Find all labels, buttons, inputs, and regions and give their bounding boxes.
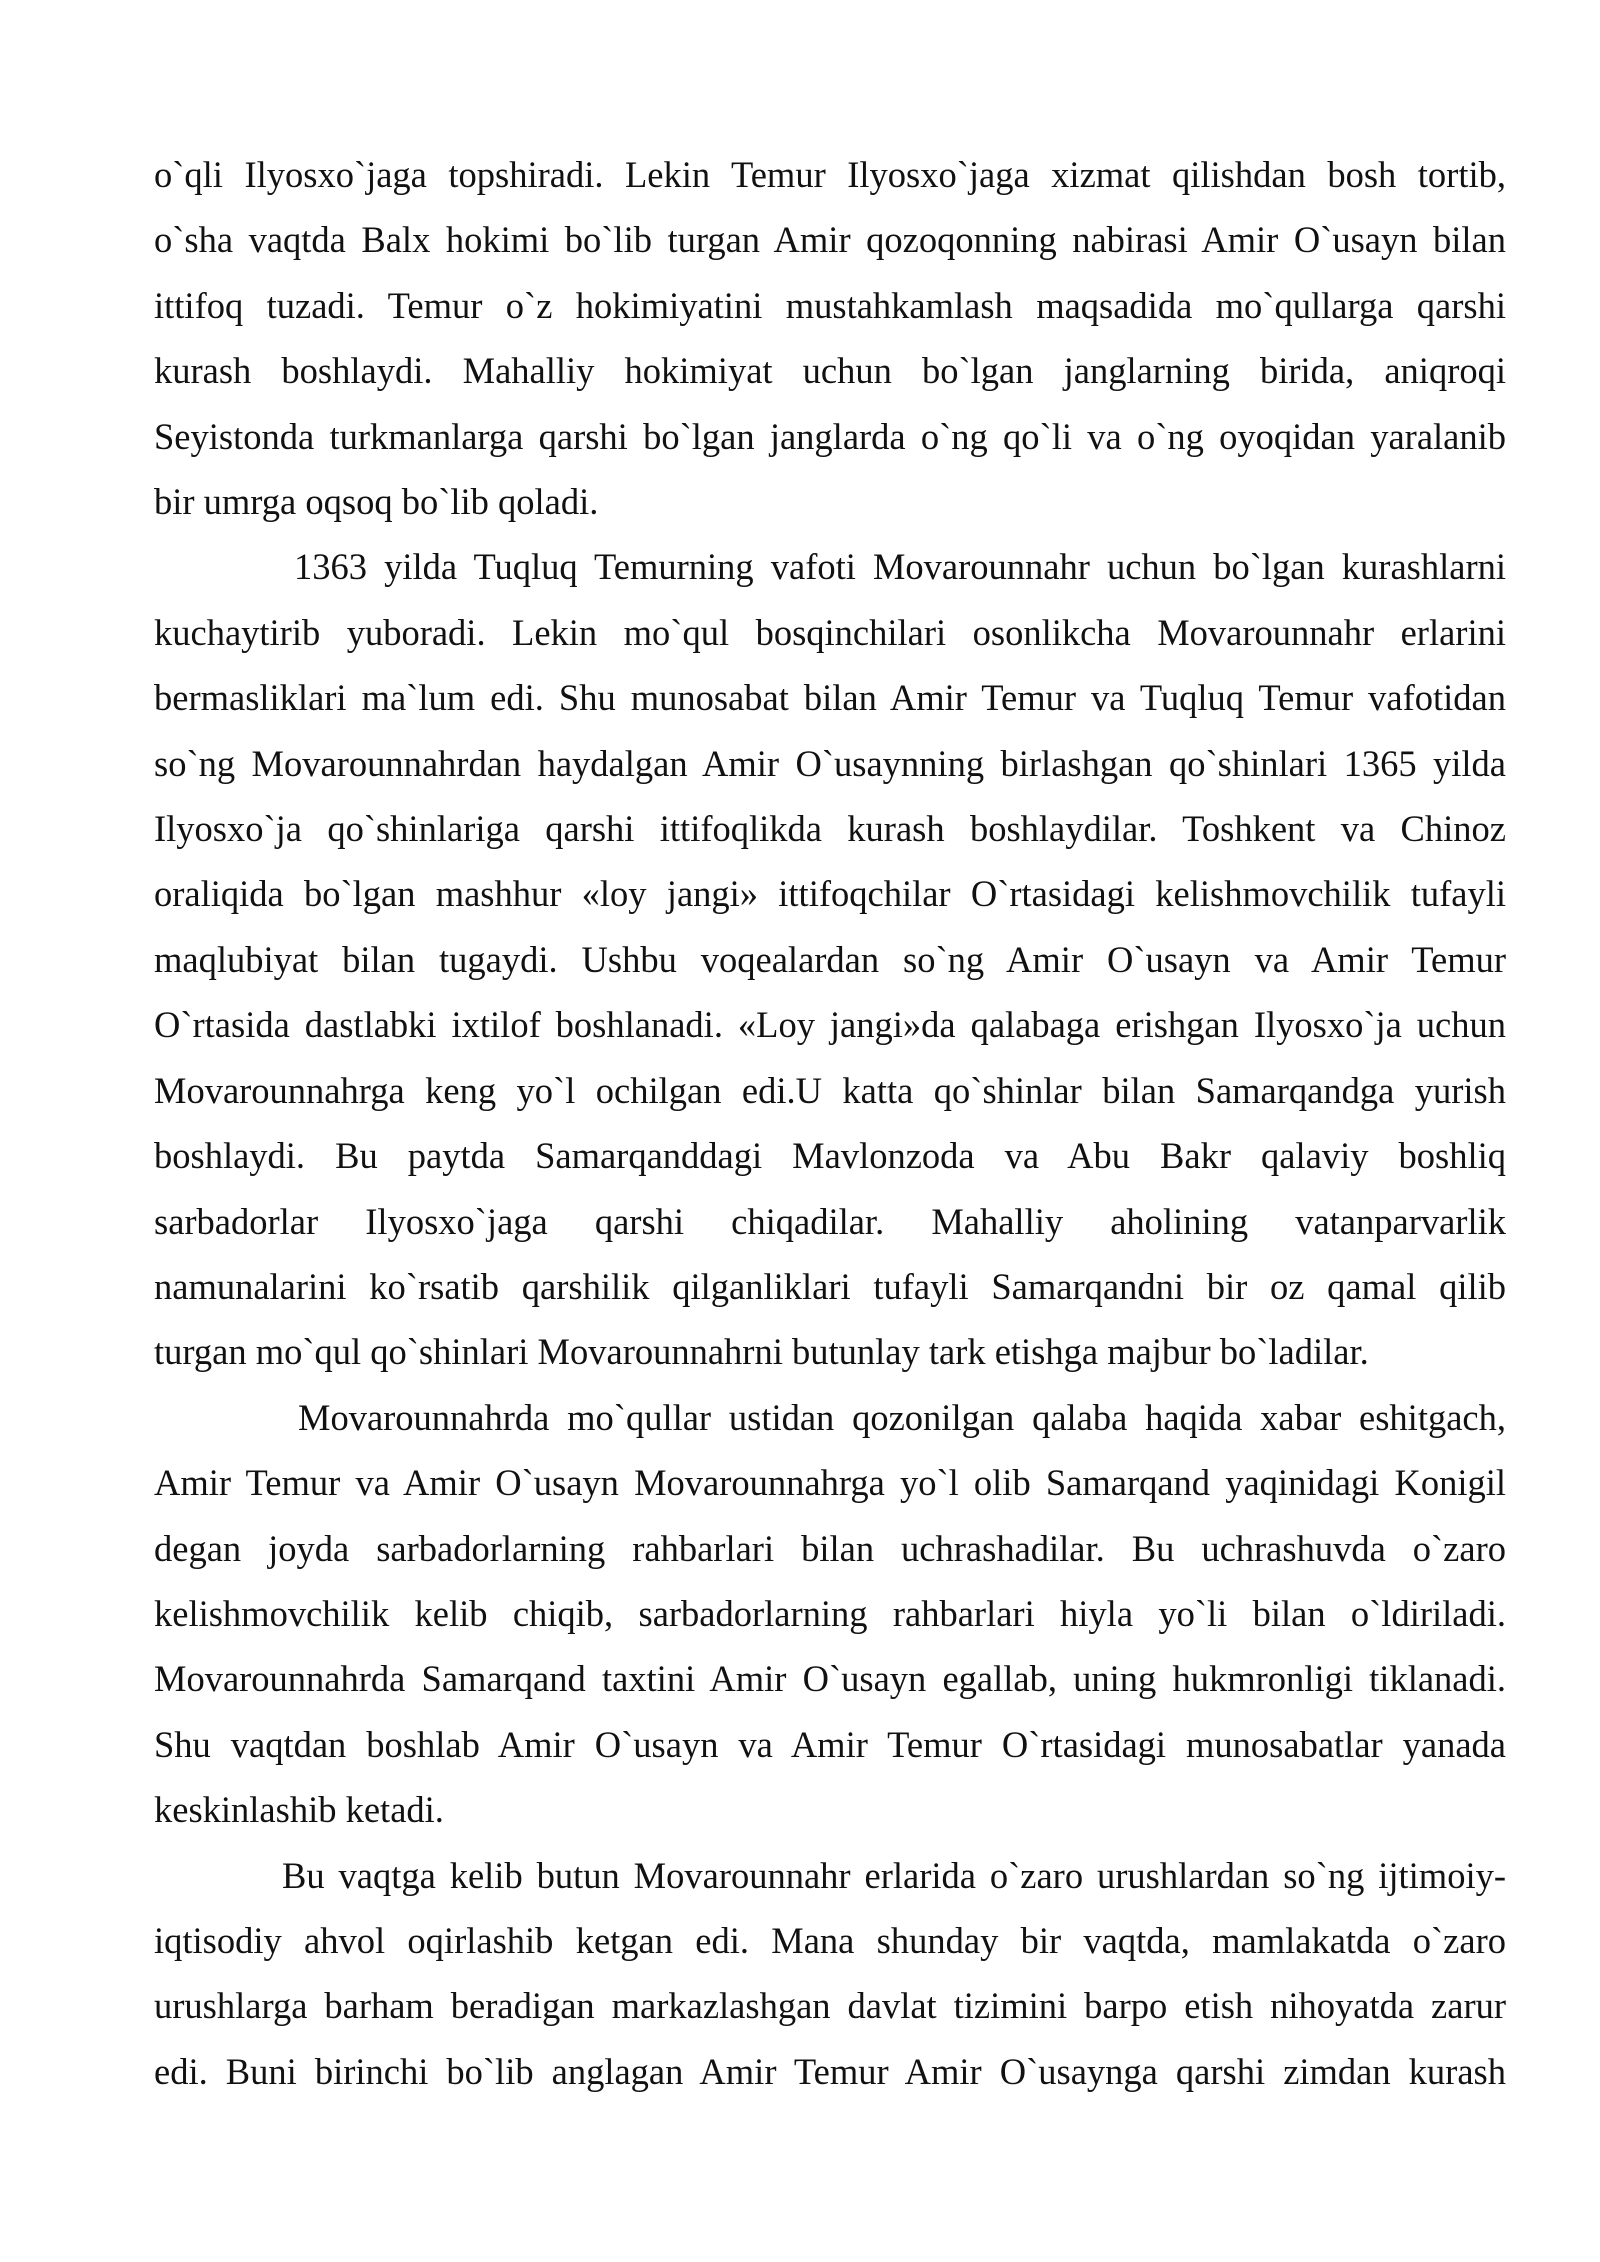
text-line: Movarounnahrda mo`qullar ustidan qozonilgan qalaba haqida xabar eshitgach, [298,1396,1506,1438]
text-line: keskinlashib ketadi. [154,1789,444,1831]
text-line: namunalarini ko`rsatib qarshilik qilganliklari tufayli Samarqandni bir oz qamal qilib [154,1265,1506,1307]
text-line: Shu vaqtdan boshlab Amir O`usayn va Amir Temur O`rtasidagi munosabatlar yanada [154,1723,1506,1765]
paragraph-1 [154,142,1506,534]
text-line: maqlubiyat bilan tugaydi. Ushbu voqealardan so`ng Amir O`usayn va Amir Temur [154,938,1506,980]
paragraph-3 [154,1385,1506,1843]
text-line: o`sha vaqtda Balx hokimi bo`lib turgan Amir qozoqonning nabirasi Amir O`usayn bilan [154,219,1506,261]
text-line: urushlarga barham beradigan markazlashgan davlat tizimini barpo etish nihoyatda zarur [154,1985,1506,2027]
text-line: kuchaytirib yuboradi. Lekin mo`qul bosqinchilari osonlikcha Movarounnahr erlarini [154,611,1506,653]
text-line: Bu vaqtga kelib butun Movarounnahr erlarida o`zaro urushlardan so`ng ijtimoiy- [282,1854,1506,1896]
text-line: so`ng Movarounnahrdan haydalgan Amir O`usaynning birlashgan qo`shinlari 1365 yilda [154,742,1506,784]
text-line: Movarounnahrda Samarqand taxtini Amir O`usayn egallab, uning hukmronligi tiklanadi. [154,1658,1506,1700]
text-line: Amir Temur va Amir O`usayn Movarounnahrga yo`l olib Samarqand yaqinidagi Konigil [154,1462,1506,1504]
text-line: degan joyda sarbadorlarning rahbarlari bilan uchrashadilar. Bu uchrashuvda o`zaro [154,1527,1506,1569]
text-line: bermasliklari ma`lum edi. Shu munosabat bilan Amir Temur va Tuqluq Temur vafotidan [154,677,1506,719]
text-line: oraliqida bo`lgan mashhur «loy jangi» ittifoqchilar O`rtasidagi kelishmovchilik tufayli [154,873,1506,915]
text-line: iqtisodiy ahvol oqirlashib ketgan edi. Mana shunday bir vaqtda, mamlakatda o`zaro [154,1919,1506,1961]
text-line: kurash boshlaydi. Mahalliy hokimiyat uchun bo`lgan janglarning birida, aniqroqi [154,350,1506,392]
text-line: sarbadorlar Ilyosxo`jaga qarshi chiqadilar. Mahalliy aholining vatanparvarlik [154,1200,1506,1242]
paragraph-2 [154,534,1506,1384]
text-line: Seyistonda turkmanlarga qarshi bo`lgan janglarda o`ng qo`li va o`ng oyoqidan yaralanib [154,415,1506,457]
text-line: boshlaydi. Bu paytda Samarqanddagi Mavlonzoda va Abu Bakr qalaviy boshliq [154,1135,1506,1177]
document-body [154,142,1506,2104]
text-line: bir umrga oqsoq bo`lib qoladi. [154,481,599,523]
text-line: Movarounnahrga keng yo`l ochilgan edi.U katta qo`shinlar bilan Samarqandga yurish [154,1069,1506,1111]
text-line: edi. Buni birinchi bo`lib anglagan Amir Temur Amir O`usaynga qarshi zimdan kurash [154,2050,1506,2092]
text-line: Ilyosxo`ja qo`shinlariga qarshi ittifoqlikda kurash boshlaydilar. Toshkent va Chinoz [154,808,1506,850]
text-line: turgan mo`qul qo`shinlari Movarounnahrni butunlay tark etishga majbur bo`ladilar. [154,1331,1369,1373]
text-line: kelishmovchilik kelib chiqib, sarbadorlarning rahbarlari hiyla yo`li bilan o`ldiriladi. [154,1592,1506,1634]
text-line: O`rtasida dastlabki ixtilof boshlanadi. «Loy jangi»da qalabaga erishgan Ilyosxo`ja uchun [154,1004,1506,1046]
paragraph-4 [154,1843,1506,2105]
text-line: ittifoq tuzadi. Temur o`z hokimiyatini mustahkamlash maqsadida mo`qullarga qarshi [154,284,1506,326]
text-line: o`qli Ilyosxo`jaga topshiradi. Lekin Temur Ilyosxo`jaga xizmat qilishdan bosh tortib, [154,154,1506,195]
text-line: 1363 yilda Tuqluq Temurning vafoti Movarounnahr uchun bo`lgan kurashlarni [294,546,1506,588]
